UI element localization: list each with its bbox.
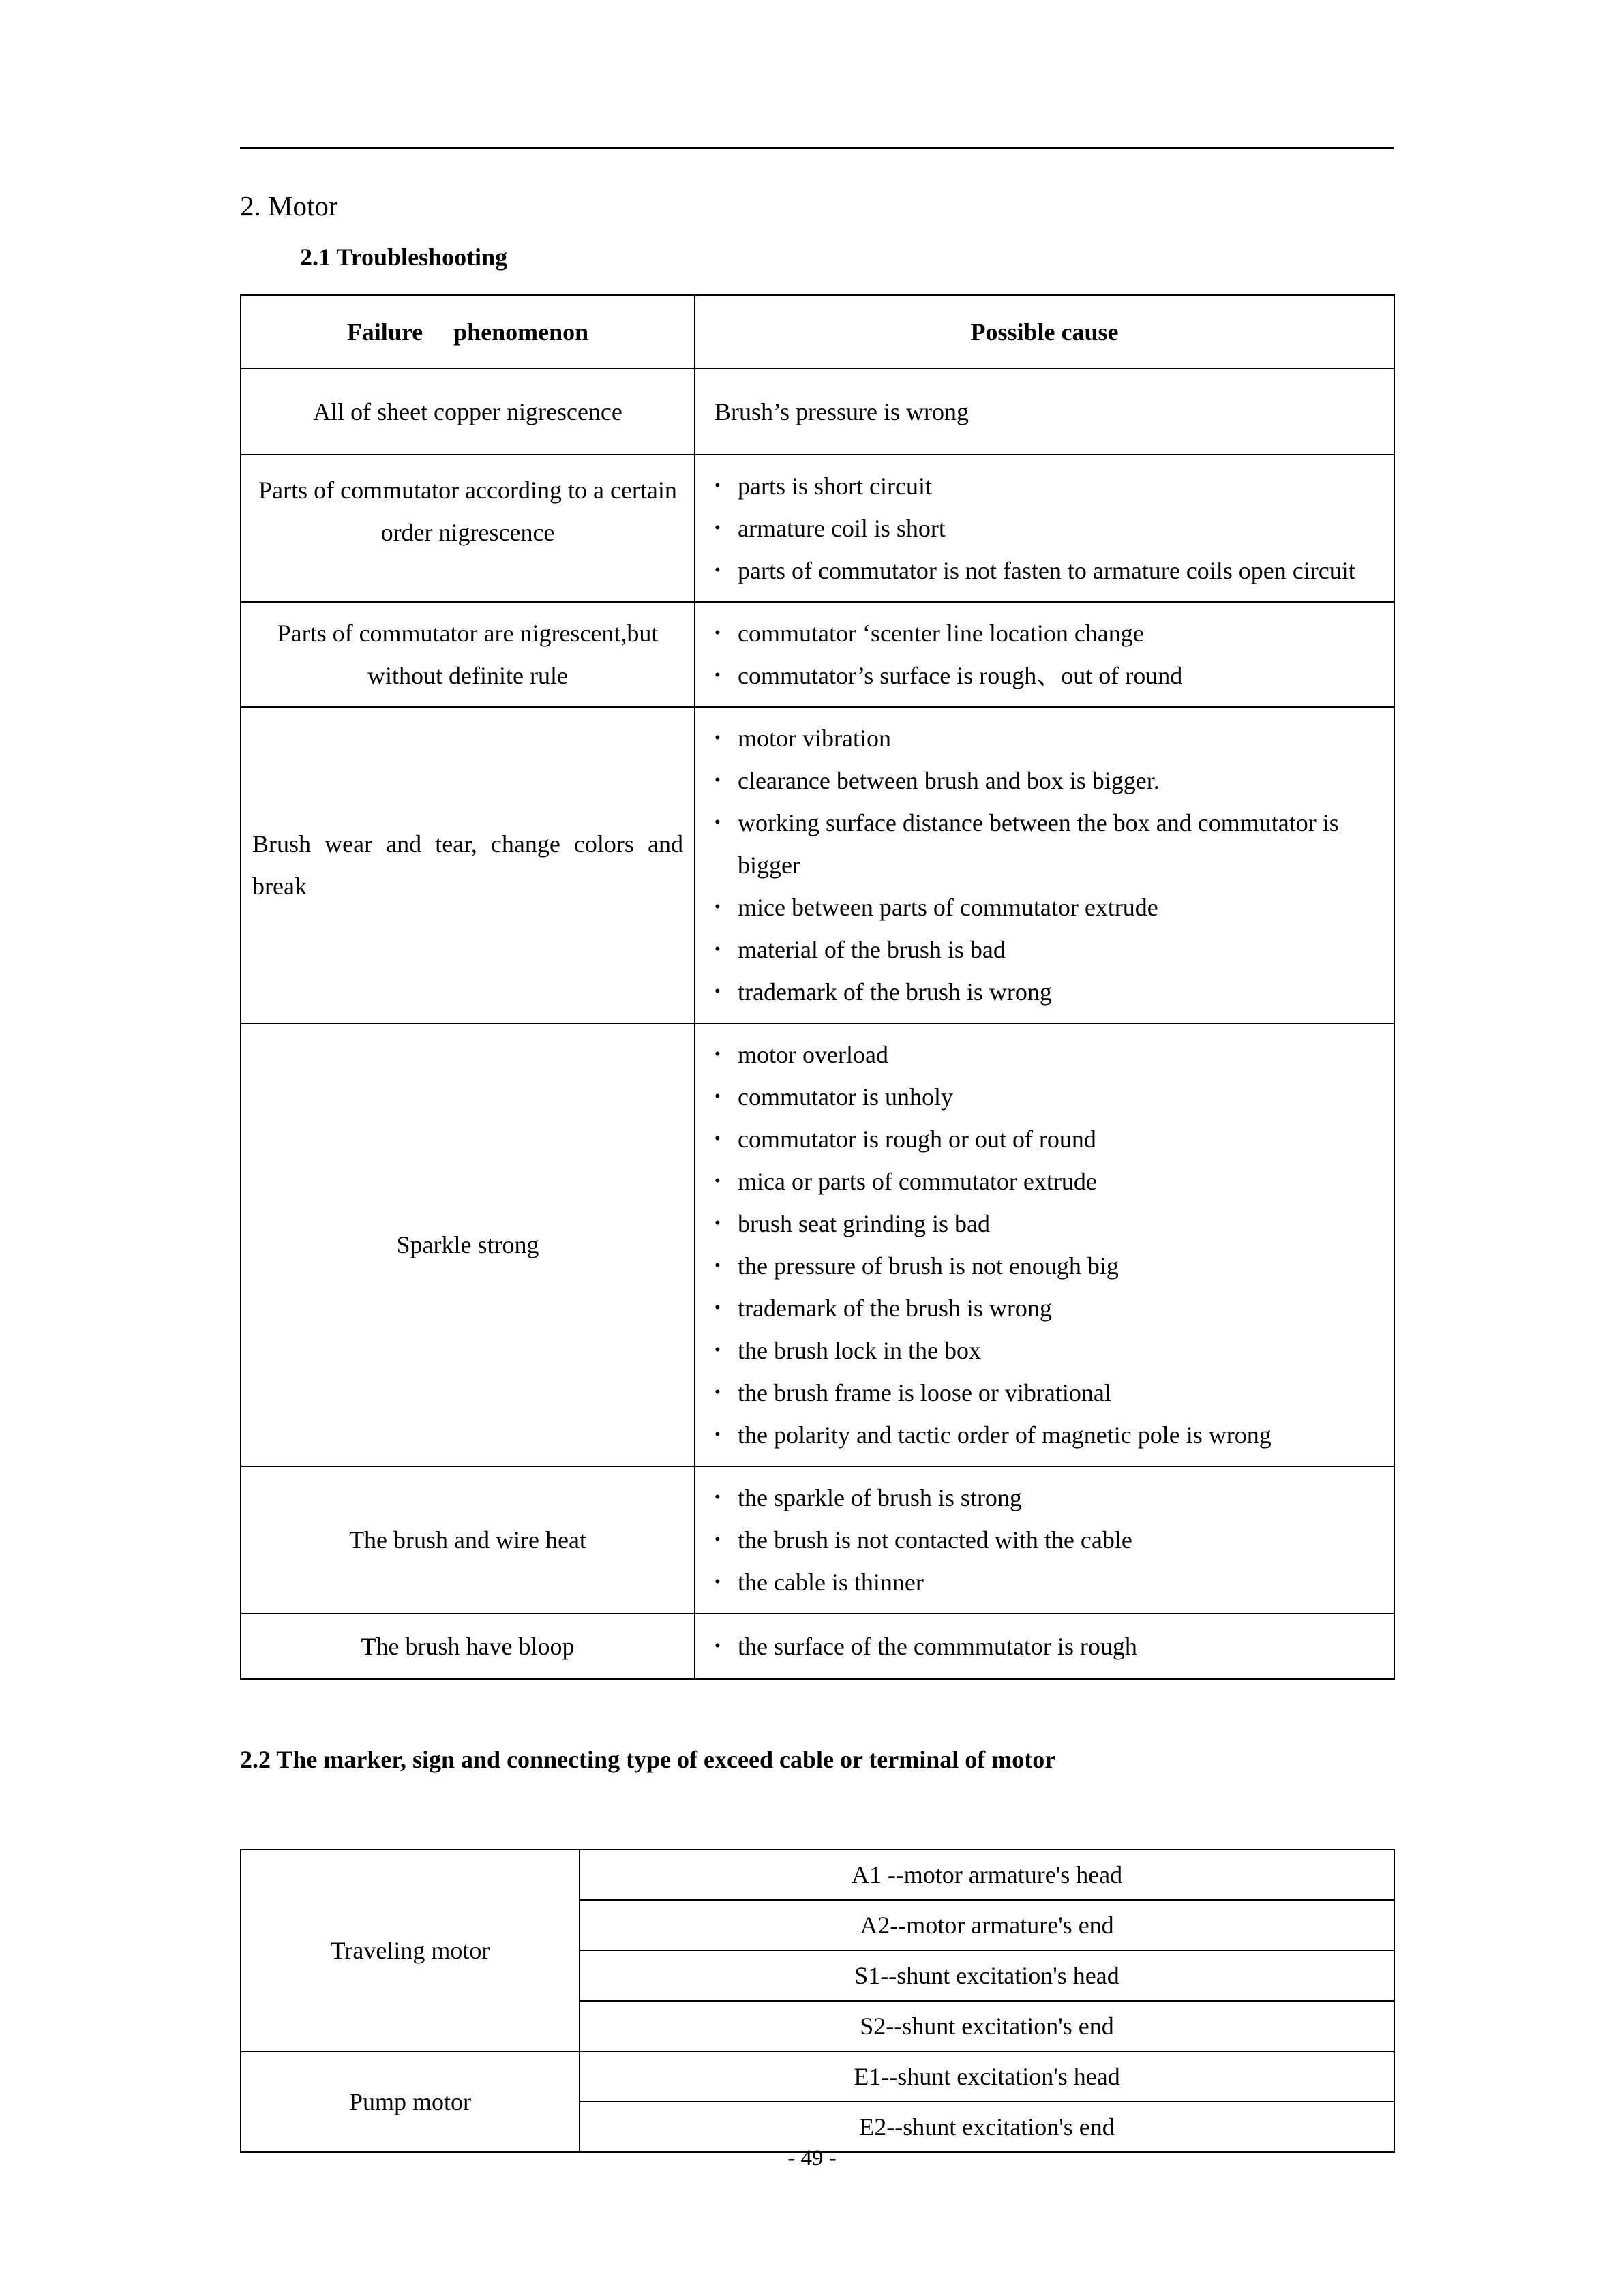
bullet-icon: • bbox=[715, 729, 721, 747]
cause-item bbox=[715, 1076, 1379, 1118]
bullet-icon: • bbox=[715, 1256, 721, 1275]
cause-text: working surface distance between the box and commutator is bigger bbox=[738, 809, 1339, 879]
failure-cell: All of sheet copper nigrescence bbox=[241, 369, 695, 455]
motor-label-cell: Traveling motor bbox=[241, 1849, 580, 2051]
failure-cell: Parts of commutator are nigrescent,but without definite rule bbox=[241, 602, 695, 707]
cause-item bbox=[715, 1329, 1379, 1372]
cause-item bbox=[715, 654, 1379, 697]
bullet-icon: • bbox=[715, 1341, 721, 1359]
cause-text: mice between parts of commutator extrude bbox=[738, 894, 1158, 921]
cause-text: motor vibration bbox=[738, 725, 891, 752]
cause-text: brush seat grinding is bad bbox=[738, 1210, 990, 1237]
cause-item bbox=[715, 886, 1379, 928]
page-number: - 49 - bbox=[787, 2146, 837, 2171]
cause-item bbox=[715, 1561, 1379, 1603]
table-row bbox=[241, 1023, 1394, 1466]
cause-item bbox=[715, 1033, 1379, 1076]
bullet-icon: • bbox=[715, 1045, 721, 1063]
document-page bbox=[240, 0, 1394, 2153]
cause-cell bbox=[695, 707, 1394, 1023]
table-header-row bbox=[241, 295, 1394, 369]
terminal-cell: S1--shunt excitation's head bbox=[580, 1950, 1394, 2001]
troubleshooting-table-body bbox=[241, 369, 1394, 1679]
table-row bbox=[241, 455, 1394, 602]
bullet-icon: • bbox=[715, 982, 721, 1001]
section-title: 2. Motor bbox=[240, 190, 338, 222]
bullet-icon: • bbox=[715, 940, 721, 958]
cause-item bbox=[715, 1203, 1379, 1245]
bullet-icon: • bbox=[715, 898, 721, 916]
bullet-icon: • bbox=[715, 1172, 721, 1190]
terminal-cell: S2--shunt excitation's end bbox=[580, 2001, 1394, 2051]
bullet-icon: • bbox=[715, 1573, 721, 1591]
table-row bbox=[241, 602, 1394, 707]
bullet-icon: • bbox=[715, 519, 721, 537]
cause-text: commutator’s surface is rough、out of round bbox=[738, 662, 1183, 689]
cause-text: the brush lock in the box bbox=[738, 1337, 981, 1364]
subsection-title: 2.1 Troubleshooting bbox=[300, 243, 508, 271]
cause-cell bbox=[695, 455, 1394, 602]
cause-item bbox=[715, 391, 1379, 433]
cause-item bbox=[715, 1287, 1379, 1329]
cause-text: the surface of the commmutator is rough bbox=[738, 1633, 1137, 1660]
cause-cell bbox=[695, 1466, 1394, 1614]
cause-text: the brush is not contacted with the cable bbox=[738, 1526, 1132, 1554]
cause-text: parts is short circuit bbox=[738, 472, 932, 500]
cause-cell bbox=[695, 602, 1394, 707]
terminal-table-body bbox=[241, 1849, 1394, 2152]
cause-column-header: Possible cause bbox=[695, 295, 1394, 369]
cause-text: the sparkle of brush is strong bbox=[738, 1484, 1022, 1511]
cause-item bbox=[715, 1245, 1379, 1287]
table-row bbox=[241, 369, 1394, 455]
cause-text: trademark of the brush is wrong bbox=[738, 978, 1052, 1006]
failure-column-header: Failure phenomenon bbox=[241, 295, 695, 369]
cause-item bbox=[715, 1519, 1379, 1561]
failure-cell: The brush have bloop bbox=[241, 1614, 695, 1679]
cause-text: trademark of the brush is wrong bbox=[738, 1295, 1052, 1322]
cause-text: armature coil is short bbox=[738, 515, 946, 542]
cause-text: mica or parts of commutator extrude bbox=[738, 1168, 1097, 1195]
troubleshooting-table bbox=[240, 294, 1395, 1680]
cause-text: commutator is unholy bbox=[738, 1083, 953, 1111]
cause-item bbox=[715, 465, 1379, 507]
terminal-cell: E2--shunt excitation's end bbox=[580, 2102, 1394, 2152]
bullet-icon: • bbox=[715, 1530, 721, 1549]
failure-cell: Sparkle strong bbox=[241, 1023, 695, 1466]
cause-text: material of the brush is bad bbox=[738, 936, 1006, 963]
cause-item bbox=[715, 507, 1379, 549]
cause-item bbox=[715, 1160, 1379, 1203]
cause-text: the polarity and tactic order of magnetic pole is wrong bbox=[738, 1421, 1272, 1449]
cause-item bbox=[715, 1372, 1379, 1414]
bullet-icon: • bbox=[715, 477, 721, 495]
bullet-icon: • bbox=[715, 1299, 721, 1317]
cause-text: clearance between brush and box is bigger. bbox=[738, 767, 1160, 794]
bullet-icon: • bbox=[715, 1087, 721, 1106]
cause-text: the pressure of brush is not enough big bbox=[738, 1252, 1119, 1280]
cause-item bbox=[715, 612, 1379, 654]
bullet-icon: • bbox=[715, 771, 721, 789]
cause-item bbox=[715, 1414, 1379, 1456]
terminal-cell: A1 --motor armature's head bbox=[580, 1849, 1394, 1900]
bullet-icon: • bbox=[715, 813, 721, 832]
bullet-icon: • bbox=[715, 666, 721, 684]
cause-item bbox=[715, 802, 1379, 886]
terminal-cell: A2--motor armature's end bbox=[580, 1900, 1394, 1950]
cause-item bbox=[715, 1625, 1379, 1667]
cause-text: the brush frame is loose or vibrational bbox=[738, 1379, 1111, 1406]
cause-text: commutator is rough or out of round bbox=[738, 1126, 1096, 1153]
bullet-icon: • bbox=[715, 1425, 721, 1444]
header-rule bbox=[240, 147, 1394, 149]
table-row bbox=[241, 2051, 1394, 2102]
section2-title: 2.2 The marker, sign and connecting type of exceed cable or terminal of motor bbox=[240, 1746, 1056, 1773]
bullet-icon: • bbox=[715, 1214, 721, 1233]
table-row bbox=[241, 1466, 1394, 1614]
cause-item bbox=[715, 549, 1379, 592]
cause-item bbox=[715, 717, 1379, 759]
cause-text: parts of commutator is not fasten to armature coils open circuit bbox=[738, 557, 1355, 584]
cause-cell bbox=[695, 1023, 1394, 1466]
cause-text: commutator ‘scenter line location change bbox=[738, 620, 1144, 647]
cause-item bbox=[715, 928, 1379, 971]
failure-cell: Parts of commutator according to a certain order nigrescence bbox=[241, 455, 695, 602]
cause-text: Brush’s pressure is wrong bbox=[715, 398, 969, 425]
bullet-icon: • bbox=[715, 1383, 721, 1402]
motor-label-cell: Pump motor bbox=[241, 2051, 580, 2152]
cause-item bbox=[715, 1118, 1379, 1160]
terminal-cell: E1--shunt excitation's head bbox=[580, 2051, 1394, 2102]
failure-cell: The brush and wire heat bbox=[241, 1466, 695, 1614]
bullet-icon: • bbox=[715, 1488, 721, 1507]
cause-item bbox=[715, 1477, 1379, 1519]
bullet-icon: • bbox=[715, 561, 721, 579]
cause-item bbox=[715, 759, 1379, 802]
table-row bbox=[241, 707, 1394, 1023]
cause-text: the cable is thinner bbox=[738, 1569, 924, 1596]
cause-cell bbox=[695, 1614, 1394, 1679]
bullet-icon: • bbox=[715, 1637, 721, 1655]
cause-cell bbox=[695, 369, 1394, 455]
failure-cell: Brush wear and tear, change colors and break bbox=[241, 707, 695, 1023]
bullet-icon: • bbox=[715, 624, 721, 642]
cause-item bbox=[715, 971, 1379, 1013]
bullet-icon: • bbox=[715, 1130, 721, 1148]
terminal-table bbox=[240, 1849, 1395, 2153]
cause-text: motor overload bbox=[738, 1041, 888, 1068]
table-row bbox=[241, 1849, 1394, 1900]
table-row bbox=[241, 1614, 1394, 1679]
